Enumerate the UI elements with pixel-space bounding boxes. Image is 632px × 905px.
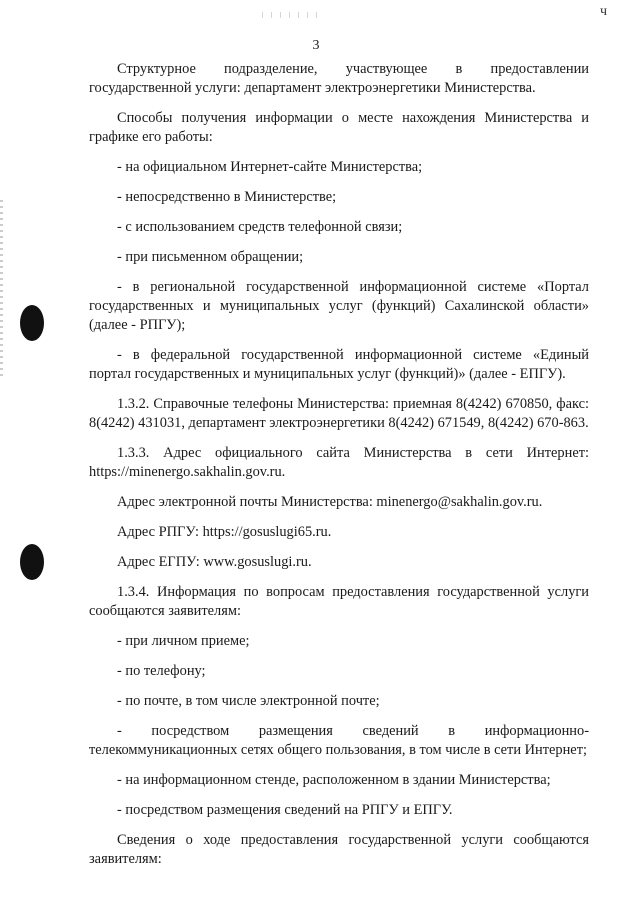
- paragraph: Структурное подразделение, участвующее в предоставлении государственной услуги: департамент электроэнергетики Министерства.: [89, 61, 589, 96]
- paragraph: 1.3.2. Справочные телефоны Министерства: приемная 8(4242) 670850, факс: 8(4242) 431031, департамент электроэнергетики 8(4242) 671549, 8(4242) 670-863.: [89, 396, 589, 431]
- list-item: - по телефону;: [117, 663, 206, 679]
- list-item: - при письменном обращении;: [117, 249, 304, 265]
- list-item: - в федеральной государственной информационной системе «Единый портал государственных и муниципальных услуг (функций)» (далее - ЕПГУ).: [89, 347, 589, 382]
- paragraph: Сведения о ходе предоставления государственной услуги сообщаются заявителям:: [89, 832, 589, 867]
- list-item: - в региональной государственной информационной системе «Портал государственных и муниципальных услуг (функций) Сахалинской области» (далее - РПГУ);: [89, 279, 589, 333]
- list-item: - на официальном Интернет-сайте Министерства;: [117, 159, 423, 175]
- list-item: - при личном приеме;: [117, 633, 250, 649]
- scan-artifact: [262, 12, 322, 18]
- page-number: 3: [312, 38, 320, 53]
- punch-hole: [20, 305, 44, 341]
- paragraph: Адрес ЕГПУ: www.gosuslugi.ru.: [117, 554, 312, 570]
- paragraph: 1.3.4. Информация по вопросам предоставления государственной услуги сообщаются заявителям:: [89, 584, 589, 619]
- paragraph: 1.3.3. Адрес официального сайта Министерства в сети Интернет: https://minenergo.sakhalin.gov.ru.: [89, 445, 589, 480]
- binding-edge: [0, 200, 3, 380]
- list-item: - посредством размещения сведений на РПГУ и ЕПГУ.: [117, 802, 453, 818]
- list-item: - на информационном стенде, расположенном в здании Министерства;: [117, 772, 551, 788]
- document-body: [89, 60, 589, 869]
- punch-hole: [20, 544, 44, 580]
- paragraph: Адрес РПГУ: https://gosuslugi65.ru.: [117, 524, 332, 540]
- list-item: - непосредственно в Министерстве;: [117, 189, 337, 205]
- paragraph: Способы получения информации о месте нахождения Министерства и графике его работы:: [89, 110, 589, 145]
- list-item: - по почте, в том числе электронной почте;: [117, 693, 380, 709]
- list-item: - с использованием средств телефонной связи;: [117, 219, 403, 235]
- paragraph: Адрес электронной почты Министерства: minenergo@sakhalin.gov.ru.: [117, 494, 543, 510]
- list-item: - посредством размещения сведений в информационно-телекоммуникационных сетях общего пользования, в том числе в сети Интернет;: [89, 723, 589, 758]
- corner-mark: ч: [600, 4, 608, 19]
